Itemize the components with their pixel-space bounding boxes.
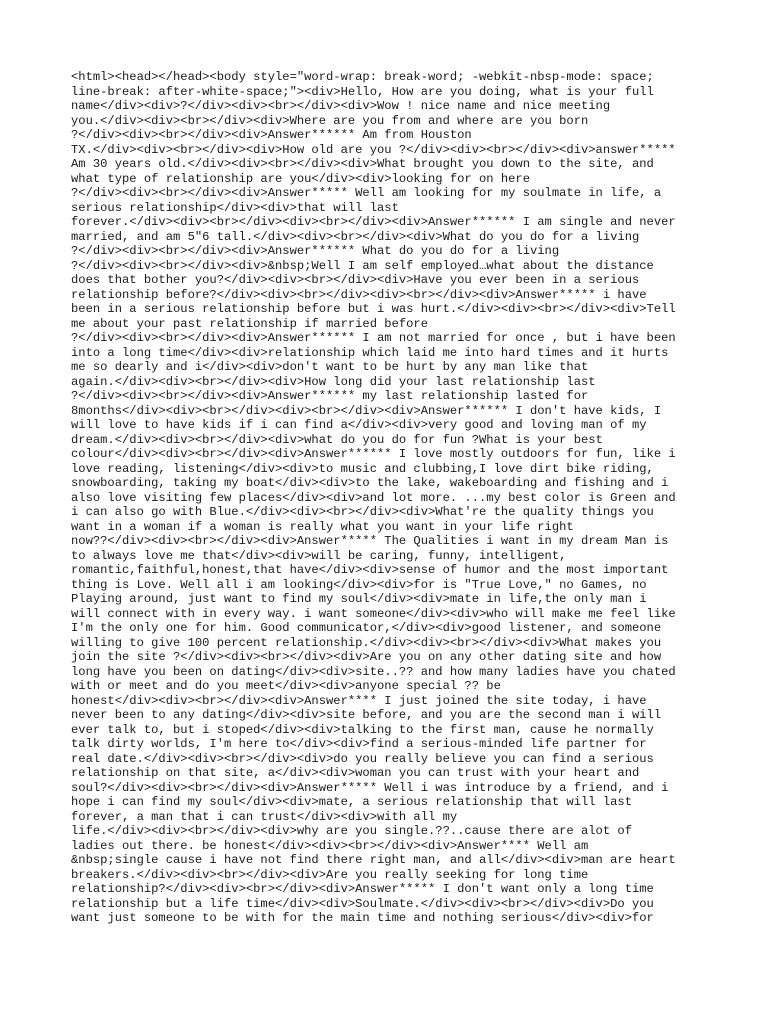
text-line: never been to any dating</div><div>site before, and you are the second man i will (71, 708, 662, 722)
text-line: you.</div><div><br></div><div>Where are you from and where are you born (71, 113, 589, 128)
document-body (71, 70, 707, 926)
text-line: breakers.</div><div><br></div><div>Are you really seeking for long time (71, 867, 589, 882)
text-line: <html><head></head><body style="word-wrap: break-word; -webkit-nbsp-mode: space; (71, 70, 654, 84)
text-line: what type of relationship are you</div><div>looking for on here (71, 171, 530, 186)
text-line: into a long time</div><div>relationship which laid me into hard times and it hurts (71, 345, 669, 360)
text-line: will connect with in every way. i want someone</div><div>who will make me feel like (71, 606, 676, 621)
text-line: want in a woman if a woman is really what you want in your life right (71, 519, 574, 534)
text-line: thing is Love. Well all i am looking</div><div>for is "True Love," no Games, no (71, 577, 647, 592)
text-line: Playing around, just want to find my soul</div><div>mate in life,the only man i (71, 592, 647, 606)
text-line: ?</div><div><br></div><div>Answer****** Am from Houston (71, 128, 472, 142)
text-line: ?</div><div><br></div><div>Answer****** What do you do for a living (71, 244, 560, 258)
text-line: want just someone to be with for the main time and nothing serious</div><div>for (71, 911, 654, 925)
text-line: relationship on that site, a</div><div>woman you can trust with your heart and (71, 766, 640, 780)
text-line: relationship before?</div><div><br></div><div><br></div><div>Answer***** i have (71, 287, 647, 302)
text-line: romantic,faithful,honest,that have</div><div>sense of humor and the most important (71, 563, 669, 577)
text-line: Am 30 years old.</div><div><br></div><div>What brought you down to the site, and (71, 157, 654, 171)
text-line: married, and am 5"6 tall.</div><div><br></div><div>What do you do for a living (71, 229, 640, 244)
text-line: with or meet and do you meet</div><div>anyone special ?? be (71, 679, 501, 693)
text-line: me so dearly and i</div><div>don't want to be hurt by any man like that (71, 360, 589, 374)
text-line: ?</div><div><br></div><div>&nbsp;Well I am self employed…what about the distance (71, 258, 654, 273)
text-line: talk dirty worlds, I'm here to</div><div>find a serious-minded life partner for (71, 737, 647, 751)
text-line: colour</div><div><br></div><div>Answer****** I love mostly outdoors for fun, like i (71, 447, 676, 461)
text-line: love reading, listening</div><div>to music and clubbing,I love dirt bike riding, (71, 461, 654, 476)
text-line: forever, a man that i can trust</div><div>with all my (71, 809, 458, 824)
text-line: also love visiting few places</div><div>and lot more. ...my best color is Green and (71, 490, 676, 505)
text-line: relationship but a life time</div><div>Soulmate.</div><div><br></div><div>Do you (71, 896, 654, 911)
text-line: hope i can find my soul</div><div>mate, a serious relationship that will last (71, 795, 632, 809)
text-line: forever.</div><div><br></div><div><br></div><div>Answer****** I am single and never (71, 215, 676, 229)
text-line: long have you been on dating</div><div>site..?? and how many ladies have you chated (71, 664, 676, 679)
text-line: been in a serious relationship before but i was hurt.</div><div><br></div><div>Tell (71, 302, 676, 316)
text-line: relationship?</div><div><br></div><div>Answer***** I don't want only a long time (71, 882, 654, 896)
text-line: I'm the only one for him. Good communicator,</div><div>good listener, and someone (71, 621, 662, 635)
text-line: dream.</div><div><br></div><div>what do you do for fun ?What is your best (71, 432, 603, 447)
text-line: willing to give 100 percent relationship.</div><div><br></div><div>What makes you (71, 635, 662, 650)
text-line: to always love me that</div><div>will be caring, funny, intelligent, (71, 548, 567, 563)
text-line: join the site ?</div><div><br></div><div>Are you on any other dating site and how (71, 650, 662, 664)
text-line: ?</div><div><br></div><div>Answer***** Well am looking for my soulmate in life, a (71, 186, 662, 200)
text-line: me about your past relationship if married before (71, 316, 428, 331)
text-line: TX.</div><div><br></div><div>How old are you ?</div><div><br></div><div>answer***** (71, 142, 676, 157)
text-line: now??</div><div><br></div><div>Answer***** The Qualities i want in my dream Man is (71, 534, 669, 548)
text-line: name</div><div>?</div><div><br></div><div>Wow ! nice name and nice meeting (71, 99, 611, 113)
text-line: honest</div><div><br></div><div>Answer**** I just joined the site today, i have (71, 693, 647, 708)
text-line: soul?</div><div><br></div><div>Answer***** Well i was introduce by a friend, and i (71, 780, 669, 795)
text-line: line-break: after-white-space;"><div>Hello, How are you doing, what is your full (71, 84, 654, 99)
text-line: i can also go with Blue.</div><div><br></div><div>What're the quality things you (71, 505, 654, 519)
text-line: will love to have kids if i can find a</div><div>very good and loving man of my (71, 418, 647, 432)
text-line: real date.</div><div><br></div><div>do you really believe you can find a serious (71, 751, 654, 766)
text-line: life.</div><div><br></div><div>why are you single.??..cause there are alot of (71, 824, 632, 838)
text-line: serious relationship</div><div>that will last (71, 200, 399, 215)
text-line: again.</div><div><br></div><div>How long did your last relationship last (71, 374, 596, 389)
text-line: 8months</div><div><br></div><div><br></div><div>Answer****** I don't have kids, I (71, 403, 662, 418)
text-line: ladies out there. be honest</div><div><br></div><div>Answer**** Well am (71, 838, 589, 853)
text-line: does that bother you?</div><div><br></div><div>Have you ever been in a serious (71, 273, 640, 287)
text-line: &nbsp;single cause i have not find there right man, and all</div><div>man are heart (71, 853, 676, 867)
text-line: ever talk to, but i stoped</div><div>talking to the first man, cause he normally (71, 722, 654, 737)
text-line: snowboarding, taking my boat</div><div>to the lake, wakeboarding and fishing and i (71, 476, 669, 490)
text-line: ?</div><div><br></div><div>Answer****** I am not married for once , but i have been (71, 331, 676, 345)
text-line: ?</div><div><br></div><div>Answer****** my last relationship lasted for (71, 389, 589, 403)
